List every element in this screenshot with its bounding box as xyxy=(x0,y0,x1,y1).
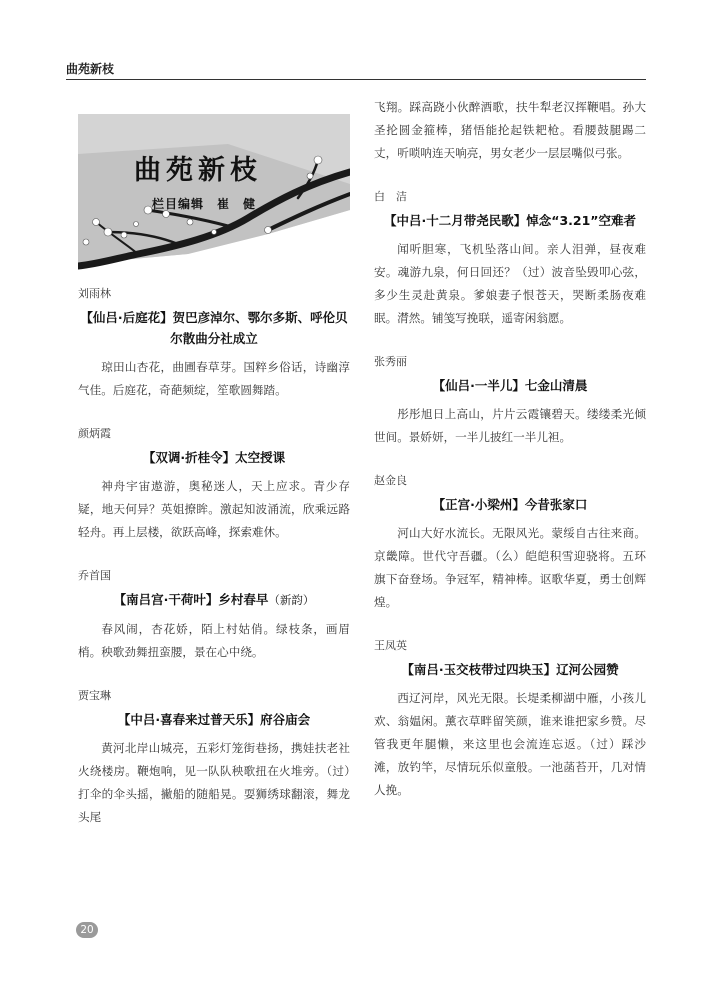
poem-title: 【仙吕·后庭花】贺巴彦淖尔、鄂尔多斯、呼伦贝尔散曲分社成立 xyxy=(80,310,348,346)
right-column xyxy=(374,96,646,802)
poem-body: 河山大好水流长。无限风光。蒙绥自古往来商。京畿障。世代守吾疆。（么）皑皑积雪迎骁将。五环旗下奋登场。争冠军，精神棒。讴歌华夏，勇士创辉煌。 xyxy=(374,526,646,609)
column-editor: 栏目编辑 崔 健 xyxy=(152,197,257,211)
poem-author: 张秀丽 xyxy=(374,355,407,368)
left-column xyxy=(78,96,350,829)
header-divider xyxy=(66,79,646,80)
poem-subtitle: （新韵） xyxy=(268,593,315,607)
poem-author: 王凤英 xyxy=(374,639,407,652)
poem-entry xyxy=(78,424,350,544)
poem-entry xyxy=(374,187,646,330)
poem-author: 白 洁 xyxy=(374,190,407,203)
poem-title: 【双调·折桂令】太空授课 xyxy=(142,450,286,465)
page-number-badge: 20 xyxy=(76,922,98,938)
poem-title: 【南吕·玉交枝带过四块玉】辽河公园赞 xyxy=(401,662,619,677)
poem-author: 赵金良 xyxy=(374,474,407,487)
poem-author: 贾宝琳 xyxy=(78,689,111,702)
poem-body-continuation: 飞翔。踩高跷小伙醉酒歌，扶牛犁老汉挥鞭唱。孙大圣抡圆金箍棒，猪悟能抡起铁耙枪。看腰鼓腿踢二丈，听唢呐连天响亮，男女老少一层层嘴似弓张。 xyxy=(374,100,646,160)
poem-entry xyxy=(374,636,646,802)
poem-entry xyxy=(78,284,350,402)
poem-body: 春风闹，杏花娇，陌上村姑俏。绿枝条，画眉梢。秧歌劲舞扭蛮腰，景在心中绕。 xyxy=(78,622,350,659)
poem-title: 【中吕·十二月带尧民歌】悼念“3.21”空难者 xyxy=(383,213,637,228)
banner-title: 曲苑新枝 xyxy=(134,155,262,186)
section-header-title: 曲苑新枝 xyxy=(66,62,115,76)
poem-body: 西辽河岸，风光无限。长堤柔柳湖中雁，小孩儿欢、翁媪闲。薰衣草畔留笑颜，谁来谁把家乡赞。尽管我更年腿懒，来这里也会流连忘返。（过）踩沙滩，放钓竿，尽情玩乐似童般。一池菡苔开，几对情人挽。 xyxy=(374,691,646,797)
poem-author: 颜炳霞 xyxy=(78,427,111,440)
poem-body: 黄河北岸山城亮，五彩灯笼街巷扬，携娃扶老社火绕楼房。鞭炮响，见一队队秧歌扭在火堆旁。（过）打伞的伞头摇，撇船的随船晃。耍狮绣球翻滚，舞龙头尾 xyxy=(78,741,350,824)
poem-entry xyxy=(374,471,646,614)
poem-body: 闻听胆寒，飞机坠落山间。亲人泪弹，昼夜难安。魂游九泉，何日回还？（过）波音坠毁叩心弦，多少生灵赴黄泉。爹娘妻子恨苍天，哭断柔肠夜难眠。潸然。铺笺写挽联，遥寄闲翁愿。 xyxy=(374,242,646,325)
poem-entry xyxy=(78,686,350,829)
poem-entry xyxy=(78,566,350,664)
poem-body: 神舟宇宙遨游，奥秘迷人，天上应求。青少存疑，地天何异？英姐撩眸。激起知波涌流，欣乘远路轻舟。再上层楼，欲跃高峰，探索难休。 xyxy=(78,479,350,539)
poem-title: 【正宫·小梁州】今昔张家口 xyxy=(432,497,588,512)
plum-blossom-illustration xyxy=(78,114,350,272)
poem-title: 【中吕·喜春来过普天乐】府谷庙会 xyxy=(117,712,311,727)
poem-author: 刘雨林 xyxy=(78,287,111,300)
poem-title: 【南吕宫·干荷叶】乡村春早（新韵） xyxy=(113,592,315,607)
poem-entry xyxy=(374,352,646,449)
poem-author: 乔首国 xyxy=(78,569,111,582)
poem-body: 彤彤旭日上高山，片片云霞镶碧天。缕缕柔光倾世间。景娇妍，一半儿披红一半儿袒。 xyxy=(374,407,646,444)
column-banner xyxy=(78,114,350,272)
poem-body: 琼田山杏花，曲圃春草芽。国粹乡俗话，诗幽淳气佳。后庭花，奇葩频绽，笙歌圆舞踏。 xyxy=(78,360,350,397)
poem-title: 【仙吕·一半儿】七金山清晨 xyxy=(432,378,588,393)
